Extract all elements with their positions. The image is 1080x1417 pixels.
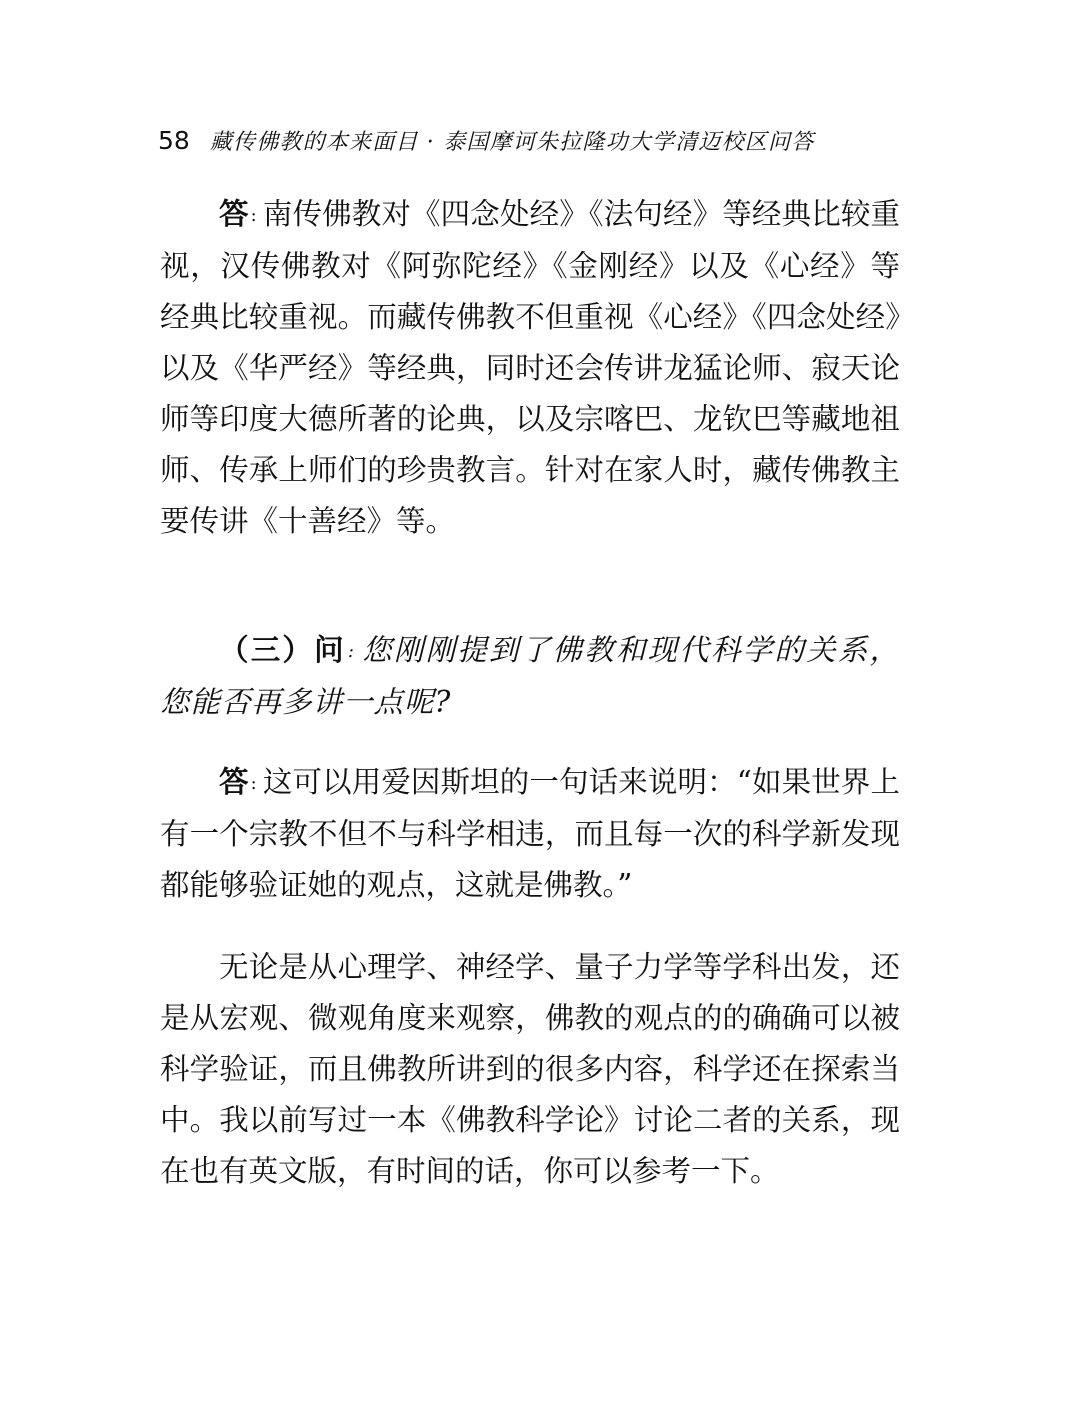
running-title: 藏传佛教的本来面目 · 泰国摩诃朱拉隆功大学清迈校区问答 (209, 129, 815, 155)
page-number: 58 (158, 125, 190, 155)
answer-separator: : (250, 773, 257, 794)
running-header (158, 118, 918, 162)
question-separator: : (347, 641, 355, 662)
question-number: （三） (219, 632, 315, 667)
question-paragraph (160, 624, 900, 728)
question-text: 您刚刚提到了佛教和现代科学的关系，您能否再多讲一点呢? (160, 633, 900, 719)
question-label: 问 (314, 632, 346, 667)
body-paragraph (160, 942, 900, 1197)
answer-label: 答 (219, 196, 249, 231)
answer-paragraph (160, 756, 900, 911)
answer-text: 南传佛教对《四念处经》《法句经》等经典比较重视，汉传佛教对《阿弥陀经》《金刚经》以及《心经》等经典比较重视。而藏传佛教不但重视《心经》《四念处经》以及《华严经》等经典，同时还会传讲龙猛论师、寂天论师等印度大德所著的论典，以及宗喀巴、龙钦巴等藏地祖师、传承上师们的珍贵教言。针对在家人时，藏传佛教主要传讲《十善经》等。 (160, 197, 900, 538)
answer-paragraph (160, 188, 900, 547)
answer-separator: : (250, 205, 257, 226)
answer-text: 这可以用爱因斯坦的一句话来说明：“如果世界上有一个宗教不但不与科学相违，而且每一次的科学新发现都能够验证她的观点，这就是佛教。” (160, 765, 900, 902)
answer-label: 答 (219, 764, 249, 799)
paragraph-text: 无论是从心理学、神经学、量子力学等学科出发，还是从宏观、微观角度来观察，佛教的观点的的确确可以被科学验证，而且佛教所讲到的很多内容，科学还在探索当中。我以前写过一本《佛教科学论》讨论二者的关系，现在也有英文版，有时间的话，你可以参考一下。 (160, 950, 900, 1188)
